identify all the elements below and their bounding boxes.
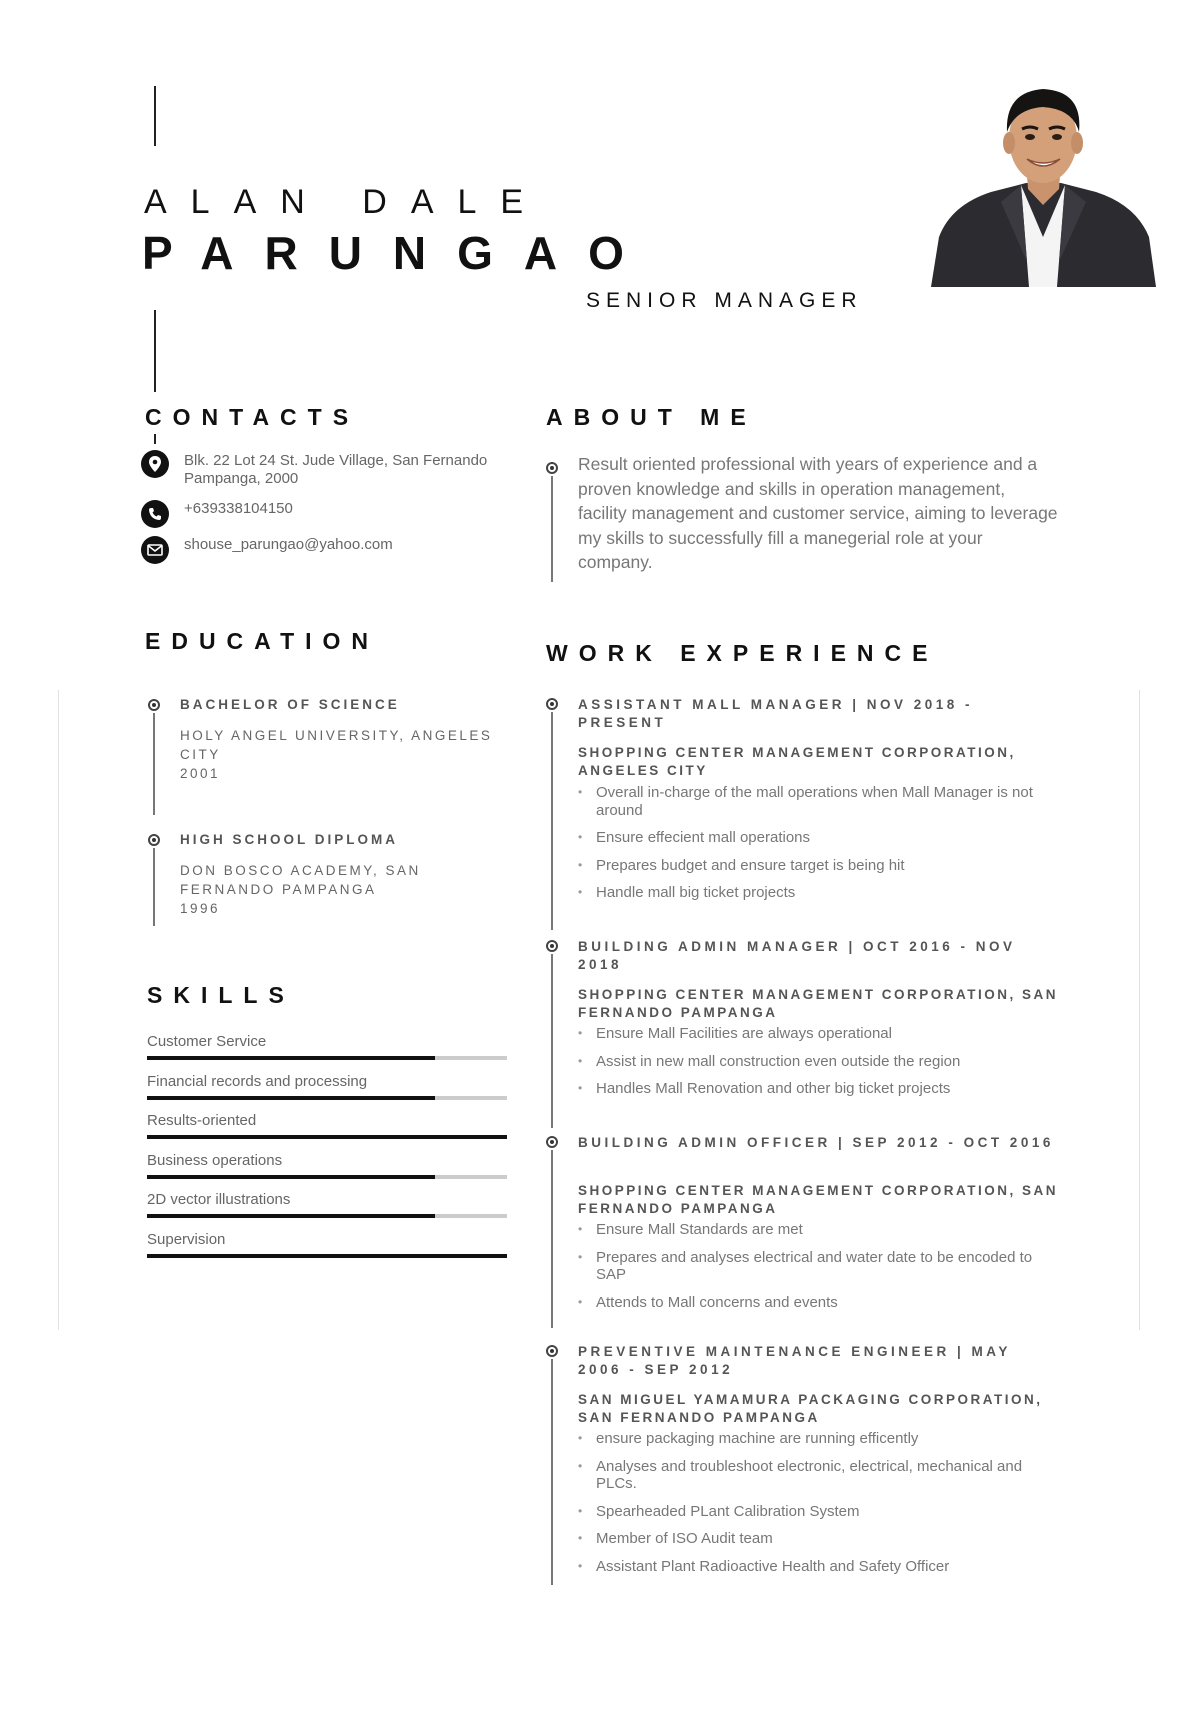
skill-label: 2D vector illustrations — [147, 1191, 291, 1208]
skill-label: Results-oriented — [147, 1112, 257, 1129]
skill-bar-fill — [147, 1096, 435, 1100]
job-bullet: • Ensure Mall Standards are met — [578, 1221, 1048, 1239]
skill-label: Customer Service — [147, 1033, 267, 1050]
job-bullet: • Assistant Plant Radioactive Health and Safety Officer — [578, 1558, 1048, 1576]
skill-bar — [147, 1254, 507, 1258]
contact-phone[interactable]: +639338104150 — [184, 500, 293, 517]
job-company-1: SHOPPING CENTER MANAGEMENT CORPORATION, ANGELES CITY — [578, 745, 1016, 778]
profile-photo — [931, 87, 1156, 287]
job-bullets-2 — [578, 1025, 1048, 1098]
education-line-2 — [153, 848, 155, 926]
job-bullets-4 — [578, 1430, 1048, 1575]
skill-item — [147, 1032, 507, 1060]
job-title-3: BUILDING ADMIN OFFICER | SEP 2012 - OCT 2016 — [578, 1135, 1054, 1150]
skill-bar — [147, 1135, 507, 1139]
last-name: PARUNGAO — [142, 227, 655, 279]
skill-item — [147, 1190, 507, 1218]
education-dot-1 — [148, 699, 160, 711]
skill-bar-fill — [147, 1175, 435, 1179]
skill-item — [147, 1151, 507, 1179]
contact-email[interactable]: shouse_parungao@yahoo.com — [184, 536, 393, 553]
job-company-2: SHOPPING CENTER MANAGEMENT CORPORATION, SAN FERNANDO PAMPANGA — [578, 987, 1059, 1020]
job-bullet: • Attends to Mall concerns and events — [578, 1294, 1048, 1312]
education-line-1 — [153, 713, 155, 815]
page-guide-right — [1139, 690, 1140, 1330]
skill-bar — [147, 1175, 507, 1179]
skill-bar-fill — [147, 1214, 435, 1218]
about-heading: ABOUT ME — [546, 404, 757, 430]
education-heading: EDUCATION — [145, 628, 380, 654]
job-company-3: SHOPPING CENTER MANAGEMENT CORPORATION, SAN FERNANDO PAMPANGA — [578, 1183, 1059, 1216]
education-year-2: 1996 — [180, 901, 221, 916]
education-degree-2: HIGH SCHOOL DIPLOMA — [180, 832, 399, 847]
education-year-1: 2001 — [180, 766, 221, 781]
header-rule-top — [154, 86, 156, 146]
location-pin-icon — [141, 450, 169, 478]
job-bullet: • Spearheaded PLant Calibration System — [578, 1503, 1048, 1521]
job-bullet: • Analyses and troubleshoot electronic, electrical, mechanical and PLCs. — [578, 1458, 1048, 1493]
job-bullet: • Overall in-charge of the mall operations when Mall Manager is not around — [578, 784, 1048, 819]
phone-icon — [141, 500, 169, 528]
skill-bar-fill — [147, 1135, 507, 1139]
work-line-3 — [551, 1150, 553, 1328]
work-line-1 — [551, 712, 553, 930]
job-title-1: ASSISTANT MALL MANAGER | NOV 2018 - PRESENT — [578, 697, 974, 730]
job-bullets-1 — [578, 784, 1048, 902]
skill-label: Business operations — [147, 1152, 283, 1169]
skill-bar-fill — [147, 1254, 507, 1258]
page-guide-left — [58, 690, 59, 1330]
skills-heading: SKILLS — [147, 982, 295, 1008]
skill-bar-fill — [147, 1056, 435, 1060]
header-rule-bottom — [154, 310, 156, 392]
work-dot-2 — [546, 940, 558, 952]
email-icon — [141, 536, 169, 564]
work-dot-4 — [546, 1345, 558, 1357]
work-dot-1 — [546, 698, 558, 710]
education-dot-2 — [148, 834, 160, 846]
contacts-heading: CONTACTS — [145, 404, 360, 430]
job-bullet: • Ensure effecient mall operations — [578, 829, 1048, 847]
first-name: ALAN DALE — [144, 183, 548, 221]
job-title-4: PREVENTIVE MAINTENANCE ENGINEER | MAY 2006 - SEP 2012 — [578, 1344, 1011, 1377]
job-bullet: • ensure packaging machine are running efficently — [578, 1430, 1048, 1448]
work-line-4 — [551, 1359, 553, 1585]
education-school-2: DON BOSCO ACADEMY, SAN FERNANDO PAMPANGA — [180, 863, 421, 897]
about-timeline-dot — [546, 462, 558, 474]
work-line-2 — [551, 954, 553, 1128]
work-heading: WORK EXPERIENCE — [546, 640, 939, 666]
about-text: Result oriented professional with years of experience and a proven knowledge and skills in operation management, facility management and customer service, aiming to leverage my skills to successfully fill a manegerial role at your company. — [578, 454, 1058, 572]
job-bullet: • Assist in new mall construction even outside the region — [578, 1053, 1048, 1071]
job-bullet: • Prepares and analyses electrical and water date to be encoded to SAP — [578, 1249, 1048, 1284]
job-title: SENIOR MANAGER — [586, 289, 863, 312]
job-bullets-3 — [578, 1221, 1048, 1311]
contacts-tick — [154, 434, 156, 444]
skill-item — [147, 1230, 507, 1258]
skill-bar — [147, 1056, 507, 1060]
job-bullet: • Handles Mall Renovation and other big ticket projects — [578, 1080, 1048, 1098]
about-timeline-line — [551, 476, 553, 582]
education-school-1: HOLY ANGEL UNIVERSITY, ANGELES CITY — [180, 728, 493, 762]
job-title-2: BUILDING ADMIN MANAGER | OCT 2016 - NOV 2018 — [578, 939, 1016, 972]
job-bullet: • Prepares budget and ensure target is being hit — [578, 857, 1048, 875]
job-company-4: SAN MIGUEL YAMAMURA PACKAGING CORPORATION, SAN FERNANDO PAMPANGA — [578, 1392, 1043, 1425]
job-bullet: • Handle mall big ticket projects — [578, 884, 1048, 902]
job-bullet: • Ensure Mall Facilities are always operational — [578, 1025, 1048, 1043]
skill-bar — [147, 1214, 507, 1218]
skill-label: Financial records and processing — [147, 1073, 368, 1090]
skill-bar — [147, 1096, 507, 1100]
work-dot-3 — [546, 1136, 558, 1148]
job-bullet: • Member of ISO Audit team — [578, 1530, 1048, 1548]
skill-item — [147, 1111, 507, 1139]
education-degree-1: BACHELOR OF SCIENCE — [180, 697, 400, 712]
contact-address: Blk. 22 Lot 24 St. Jude Village, San Fernando Pampanga, 2000 — [184, 452, 488, 487]
skill-label: Supervision — [147, 1231, 226, 1248]
skill-item — [147, 1072, 507, 1100]
